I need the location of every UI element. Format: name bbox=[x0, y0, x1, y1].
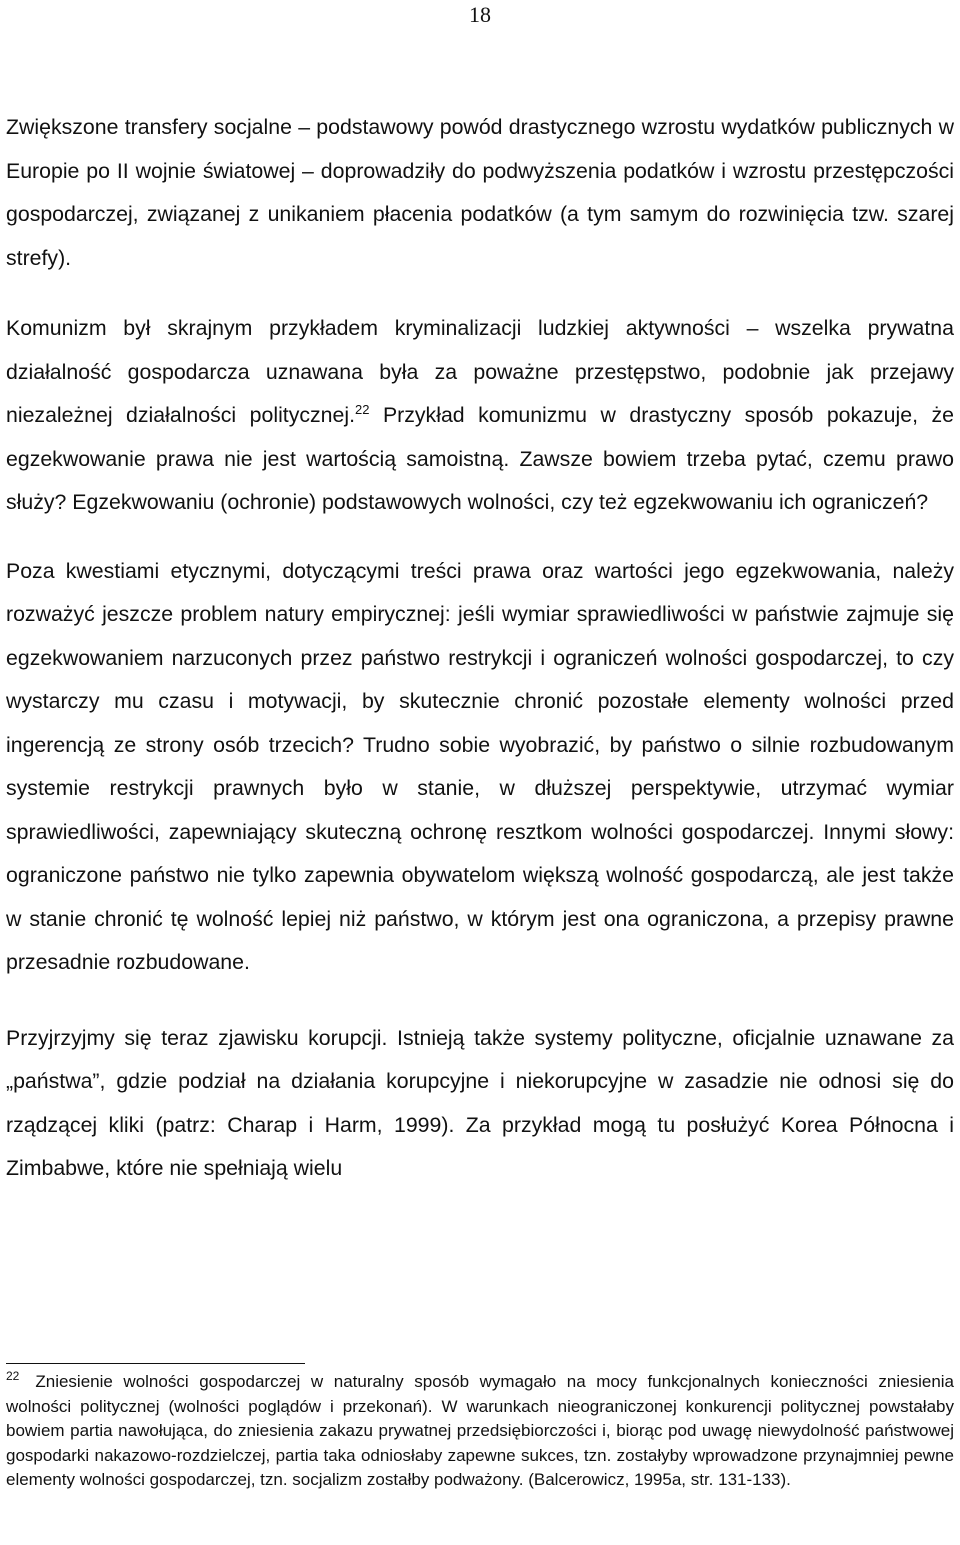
page-number: 18 bbox=[469, 2, 491, 27]
paragraph-corruption: Przyjrzyjmy się teraz zjawisku korupcji. Istnieją także systemy polityczne, oficjalnie uznawane za „państwa”, gdzie podział na działania korupcyjne i niekorupcyjne w zasadzie nie odnosi się do rządzącej kliki (patrz: Charap i Harm, 1999). Za przykład mogą tu posłużyć Korea Północna i Zimbabwe, które nie spełniają wielu bbox=[6, 1025, 954, 1180]
paragraph-communism bbox=[6, 307, 954, 525]
paragraph-communism-text-b: Przykład komunizmu w drastyczny sposób pokazuje, że egzekwowanie prawa nie jest wartością samoistną. Zawsze bowiem trzeba pytać, czemu prawo służy? Egzekwowaniu (ochronie) podstawowych wolności, czy też egzekwowaniu ich ograniczeń? bbox=[6, 403, 954, 514]
paragraph-communism-text-a: Komunizm był skrajnym przykładem kryminalizacji ludzkiej aktywności – wszelka prywatna działalność gospodarcza uznawana była za poważne przestępstwo, podobnie jak przejawy niezależnej działalności politycznej. bbox=[6, 316, 954, 427]
footnote-reference[interactable]: 22 bbox=[355, 402, 370, 417]
body-text bbox=[6, 106, 954, 1191]
footnote-text: Zniesienie wolności gospodarczej w naturalny sposób wymagało na mocy funkcjonalnych konieczności zniesienia wolności politycznej (wolności poglądów i przekonań). W warunkach nieograniczonej konkurencji politycznej powstałaby bowiem partia nawołująca, do zniesienia zakazu prywatnej przedsiębiorczości i, biorąc pod uwagę niewydolność państwowej gospodarki nakazowo-rozdzielczej, partia taka odniosłaby zapewne sukces, tzn. zostałyby wprowadzone przynajmniej pewne elementy wolności gospodarczej, tzn. socjalizm zostałby podważony. (Balcerowicz, 1995a, str. 131-133). bbox=[6, 1372, 954, 1489]
paragraph-justice-system: Poza kwestiami etycznymi, dotyczącymi treści prawa oraz wartości jego egzekwowania, należy rozważyć jeszcze problem natury empirycznej: jeśli wymiar sprawiedliwości w państwie zajmuje się egzekwowaniem narzuconych przez państwo restrykcji i ograniczeń wolności gospodarczej, to czy wystarczy mu czasu i motywacji, by skutecznie chronić pozostałe elementy wolności przed ingerencją ze strony osób trzecich? Trudno sobie wyobrazić, by państwo o silnie rozbudowanym systemie restrykcji prawnych było w stanie, w dłuższej perspektywie, utrzymać wymiar sprawiedliwości, zapewniający skuteczną ochronę resztkom wolności gospodarczej. Innymi słowy: ograniczone państwo nie tylko zapewnia obywatelom większą wolność gospodarczą, ale jest także w stanie chronić tę wolność lepiej niż państwo, w którym jest ona ograniczona, a przepisy prawne przesadnie rozbudowane. bbox=[6, 558, 954, 974]
paragraph-social-transfers: Zwiększone transfery socjalne – podstawowy powód drastycznego wzrostu wydatków publicznych w Europie po II wojnie światowej – doprowadziły do podwyższenia podatków i wzrostu przestępczości gospodarczej, związanej z unikaniem płacenia podatków (a tym samym do rozwinięcia tzw. szarej strefy). bbox=[6, 115, 954, 270]
footnote-22 bbox=[6, 1370, 954, 1493]
footnote-mark: 22 bbox=[6, 1369, 20, 1383]
footnote-separator bbox=[6, 1363, 305, 1364]
